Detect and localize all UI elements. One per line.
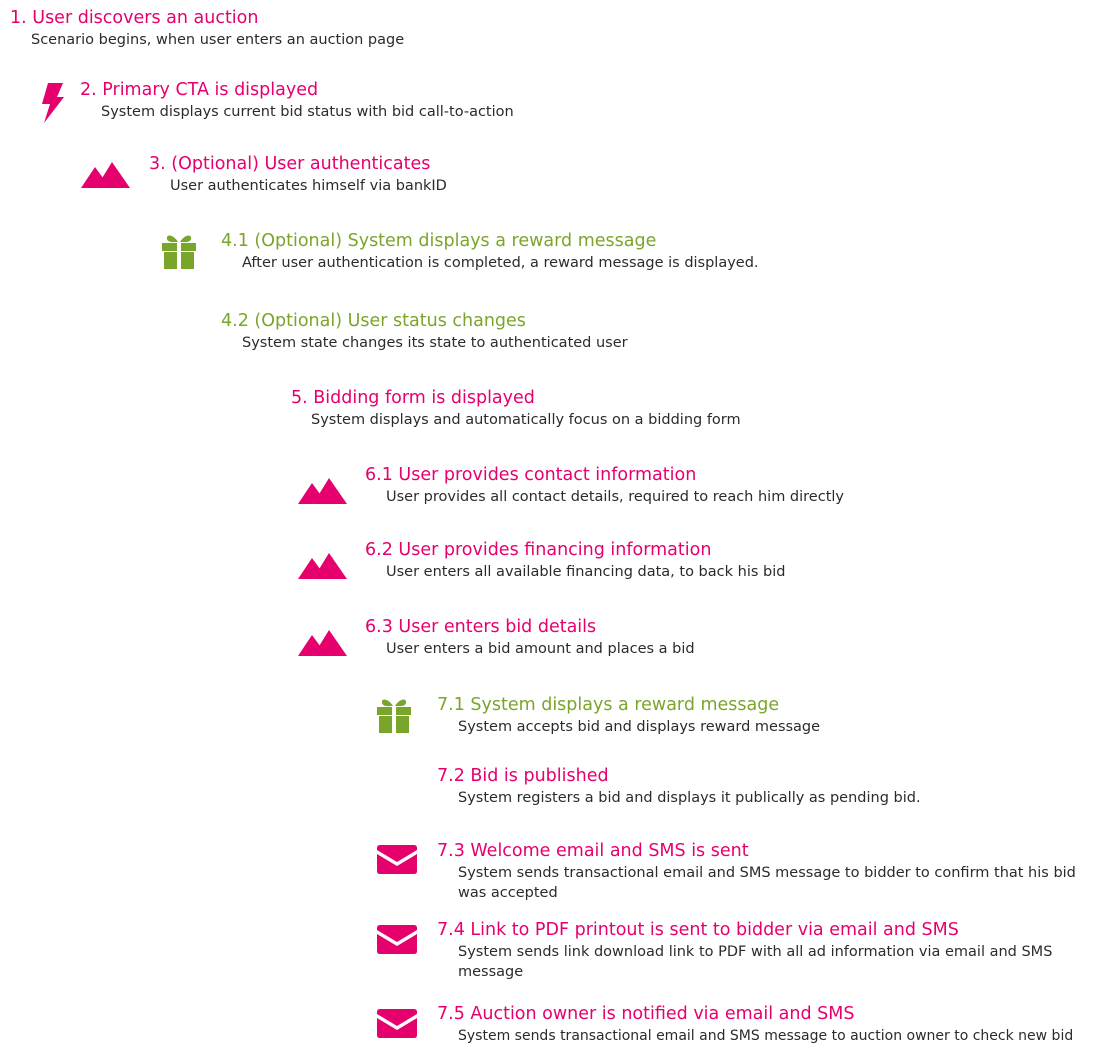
step-title: 5. Bidding form is displayed [291,388,535,408]
step-6-3 [365,616,695,659]
step-6-1 [365,464,844,507]
step-description: System displays current bid status with bid call-to-action [101,104,514,120]
step-description: System displays and automatically focus on a bidding form [311,412,741,428]
step-description: System registers a bid and displays it publically as pending bid. [458,790,921,806]
step-title: 7.5 Auction owner is notified via email and SMS [437,1004,855,1024]
step-1 [10,7,404,50]
step-title: 2. Primary CTA is displayed [80,80,319,100]
step-description: After user authentication is completed, a reward message is displayed. [242,255,759,271]
step-description: User authenticates himself via bankID [170,178,447,194]
step-2 [80,79,514,122]
step-description: Scenario begins, when user enters an auction page [31,32,405,48]
step-title: 6.2 User provides financing information [365,540,712,560]
step-4-1 [221,230,759,273]
step-6-2 [365,539,785,582]
step-title: 3. (Optional) User authenticates [149,154,431,174]
mountain-icon [298,629,348,657]
gift-icon [376,696,412,734]
step-title: 7.2 Bid is published [437,766,609,786]
step-description: System sends link download link to PDF with all ad information via email and SMS message [458,944,1053,980]
step-7-5 [437,1003,1108,1046]
step-title: 4.1 (Optional) System displays a reward message [221,231,657,251]
step-title: 1. User discovers an auction [10,8,259,28]
step-description: System sends transactional email and SMS message to bidder to confirm that his bid was accepted [458,865,1076,901]
step-5 [291,387,741,430]
envelope-icon [377,925,417,954]
step-title: 6.1 User provides contact information [365,465,697,485]
step-7-1 [437,694,820,737]
mountain-icon [298,477,348,505]
step-title: 7.3 Welcome email and SMS is sent [437,841,749,861]
step-title: 4.2 (Optional) User status changes [221,311,526,331]
step-7-2 [437,765,921,808]
step-4-2 [221,310,628,353]
step-description: User enters all available financing data, to back his bid [386,564,786,580]
mountain-icon [298,552,348,580]
mountain-icon [81,161,131,189]
step-title: 7.1 System displays a reward message [437,695,780,715]
step-description: System state changes its state to authenticated user [242,335,628,351]
envelope-icon [377,1009,417,1038]
gift-icon [161,232,197,270]
step-description: System sends transactional email and SMS message to auction owner to check new bid [458,1028,1074,1044]
step-7-4 [437,919,1088,982]
lightning-icon [38,82,66,124]
step-3 [149,153,447,196]
step-title: 6.3 User enters bid details [365,617,597,637]
step-7-3 [437,840,1098,903]
envelope-icon [377,845,417,874]
step-title: 7.4 Link to PDF printout is sent to bidder via email and SMS [437,920,959,940]
step-description: User provides all contact details, required to reach him directly [386,489,844,505]
step-description: User enters a bid amount and places a bid [386,641,695,657]
step-description: System accepts bid and displays reward message [458,719,821,735]
